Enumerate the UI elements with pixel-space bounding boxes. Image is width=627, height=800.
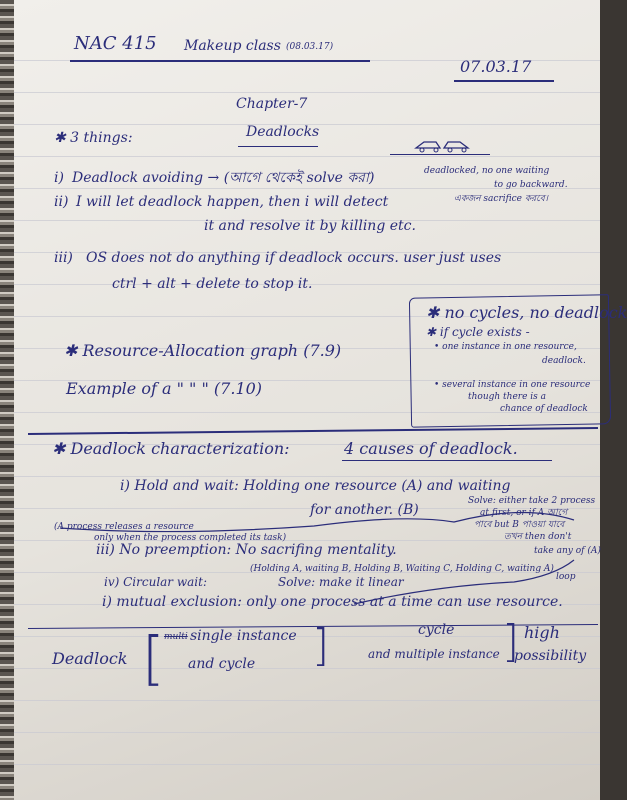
solve-boundary-curve [54, 500, 594, 620]
summary-right-bracket: ] [502, 616, 520, 667]
summary-row2: and cycle [188, 656, 256, 672]
no-preemption-text: iii) No preemption: No sacrifing mentality. [96, 542, 397, 558]
date-underline [454, 80, 554, 82]
sketch-underline [390, 154, 490, 155]
solve-line3: পাবে but B পাওয়া যাবে [474, 520, 565, 530]
circular-detail: (Holding A, waiting B, Holding B, Waiting C, Holding C, waiting A) [250, 564, 554, 574]
characterization-heading: ✱ Deadlock characterization: [52, 439, 290, 458]
section-divider [28, 427, 598, 434]
item3-line1: OS does not do anything if deadlock occurs. user just uses [86, 250, 502, 266]
summary-row1: single instance [190, 628, 297, 644]
car-note-line2: to go backward. [494, 180, 568, 190]
item3-line2: ctrl + alt + delete to stop it. [112, 276, 313, 292]
box-line1: ✱ no cycles, no deadlock [426, 303, 627, 322]
summary-possibility: possibility [514, 648, 587, 664]
summary-open-bracket: [ [142, 624, 165, 692]
box-line7: chance of deadlock [500, 404, 588, 414]
solve-line4: তখন then don't [504, 532, 572, 542]
causes-underline [342, 460, 552, 461]
car-note-line1: deadlocked, no one waiting [424, 166, 550, 176]
summary-cycle: cycle [418, 622, 455, 638]
solve-line2: at first, or if A আগে [480, 508, 568, 518]
box-line5: • several instance in one resource [434, 380, 591, 390]
header-underline [70, 60, 370, 62]
release-note-line1: (A process releases a resource [54, 522, 194, 532]
course-code: NAC 415 [74, 33, 157, 54]
item3-prefix: iii) [54, 250, 73, 266]
makeup-date: (08.03.17) [286, 42, 334, 52]
page-date: 07.03.17 [460, 57, 532, 76]
summary-multiple: and multiple instance [368, 647, 500, 661]
item1-prefix: i) [54, 170, 64, 186]
box-line6: though there is a [468, 392, 546, 402]
loop-note: loop [556, 572, 576, 582]
summary-close-bracket: ] [312, 620, 330, 671]
summary-label: Deadlock [52, 649, 128, 668]
item2-prefix: ii) [54, 194, 69, 210]
box-line4: deadlock. [542, 356, 586, 366]
solve-line1: Solve: either take 2 process [468, 496, 596, 506]
hold-wait-text-2: for another. (B) [310, 502, 419, 518]
box-line3: • one instance in one resource, [434, 342, 577, 352]
summary-high: high [524, 623, 560, 642]
circular-solve: Solve: make it linear [278, 575, 404, 589]
notebook-page [14, 0, 627, 800]
causes-count: 4 causes of deadlock. [344, 439, 518, 458]
release-note-line2: only when the process completed its task) [94, 533, 287, 543]
car-note-line3: একজন sacrifice করবে। [454, 194, 548, 204]
mutual-exclusion-text: i) mutual exclusion: only one process at a time can use resource. [102, 594, 563, 610]
chapter-subtitle: Deadlocks [246, 124, 320, 140]
rag-example: Example of a " " " (7.10) [66, 379, 263, 398]
box-line2: ✱ if cycle exists - [426, 325, 530, 339]
item1-text: Deadlock avoiding → (আগে থেকেই solve করা) [72, 170, 375, 186]
three-things-heading: ✱ 3 things: [54, 130, 133, 146]
makeup-label: Makeup class [184, 38, 281, 54]
item2-line2: it and resolve it by killing etc. [204, 218, 416, 234]
item2-line1: I will let deadlock happen, then i will detect [76, 194, 389, 210]
hold-wait-text: i) Hold and wait: Holding one resource (A) and waiting [120, 478, 511, 494]
chapter-title: Chapter-7 [236, 96, 308, 112]
circular-wait-text: iv) Circular wait: [104, 575, 207, 589]
rag-heading: ✱ Resource-Allocation graph (7.9) [64, 341, 342, 360]
cars-deadlock-sketch [412, 134, 472, 156]
subtitle-underline [238, 146, 318, 147]
solve-line5: take any of (A) [534, 546, 601, 556]
summary-strike: multi [164, 632, 188, 642]
